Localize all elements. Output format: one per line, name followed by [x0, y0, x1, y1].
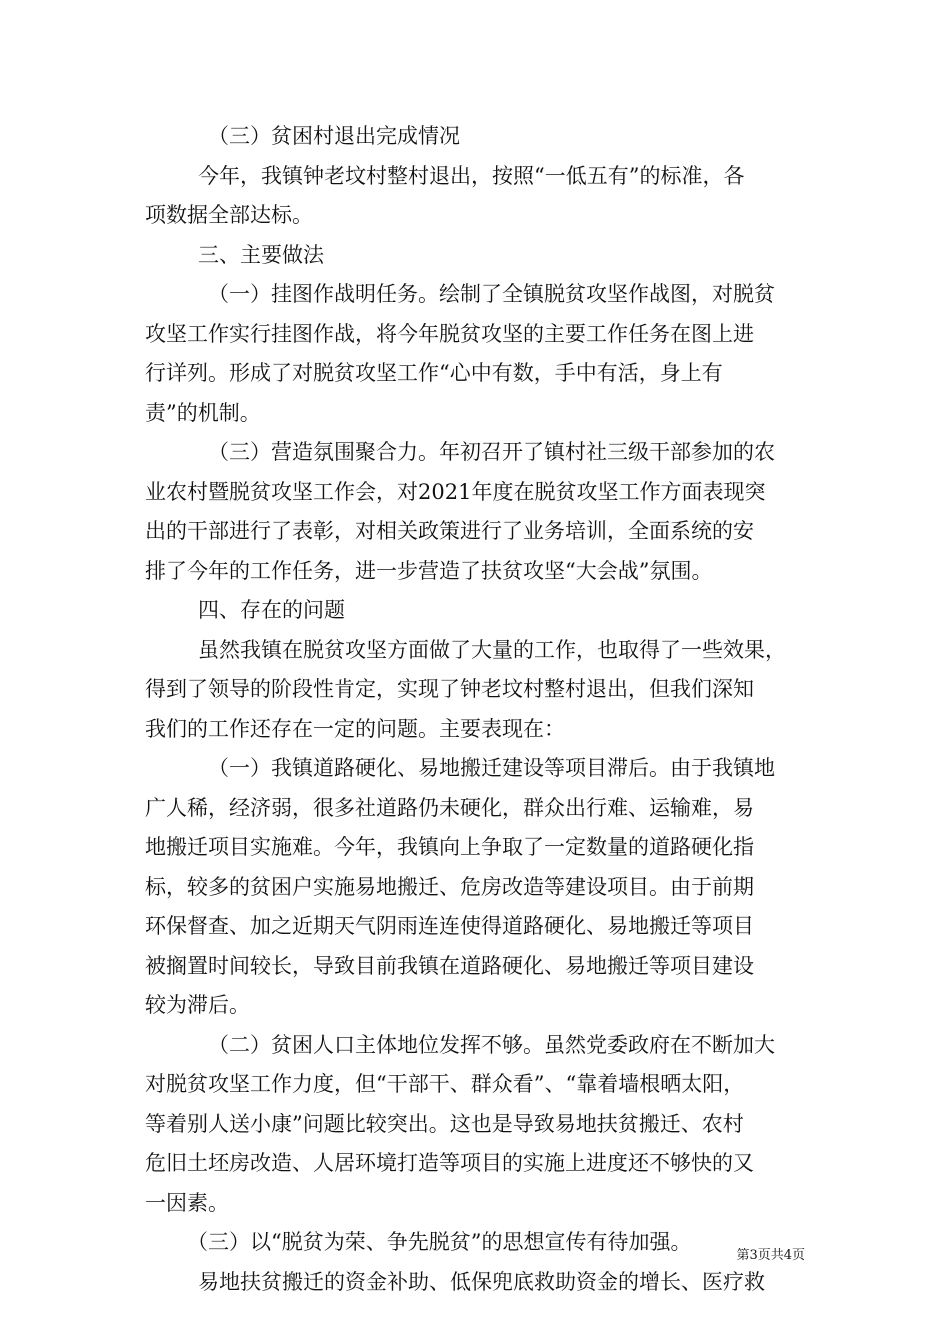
text-line: （一）我镇道路硬化、易地搬迁建设等项目滞后。由于我镇地 — [208, 756, 775, 780]
document-body — [145, 117, 805, 1302]
text-line: 今年，我镇钟老坟村整村退出，按照“一低五有”的标准，各 — [198, 163, 745, 188]
text-line: 标，较多的贫困户实施易地搬迁、危房改造等建设项目。由于前期 — [145, 874, 754, 899]
text-line: 业农村暨脱贫攻坚工作会，对2021年度在脱贫攻坚工作方面表现突 — [145, 479, 766, 504]
text-line: （三）以“脱贫为荣、争先脱贫”的思想宣传有待加强。 — [187, 1230, 692, 1254]
text-line: （三）营造氛围聚合力。年初召开了镇村社三级干部参加的农 — [208, 440, 775, 464]
text-line: 得到了领导的阶段性肯定，实现了钟老坟村整村退出，但我们深知 — [145, 677, 754, 701]
text-line: 四、存在的问题 — [198, 598, 345, 622]
text-line: 被搁置时间较长，导致目前我镇在道路硬化、易地搬迁等项目建设 — [145, 953, 754, 978]
text-line: 排了今年的工作任务，进一步营造了扶贫攻坚“大会战”氛围。 — [145, 558, 713, 583]
text-line: 对脱贫攻坚工作力度，但“干部干、群众看”、“靠着墙根晒太阳， — [145, 1072, 745, 1096]
page-number: 第3页共4页 — [736, 1248, 805, 1263]
text-line: 一因素。 — [145, 1190, 229, 1215]
text-line: （一）挂图作战明任务。绘制了全镇脱贫攻坚作战图，对脱贫 — [208, 282, 775, 306]
text-line: 三、主要做法 — [198, 242, 324, 267]
text-line: 地搬迁项目实施难。今年，我镇向上争取了一定数量的道路硬化指 — [145, 835, 754, 859]
text-line: 虽然我镇在脱贫攻坚方面做了大量的工作，也取得了一些效果， — [198, 637, 786, 662]
text-line: 较为滞后。 — [145, 993, 250, 1017]
text-line: 项数据全部达标。 — [145, 203, 313, 227]
text-line: 广人稀，经济弱，很多社道路仍未硬化，群众出行难、运输难，易 — [145, 795, 754, 820]
text-line: 我们的工作还存在一定的问题。主要表现在： — [145, 716, 565, 741]
text-line: 责”的机制。 — [145, 400, 261, 425]
text-line: 危旧土坯房改造、人居环境打造等项目的实施上进度还不够快的又 — [145, 1151, 754, 1175]
text-line: 易地扶贫搬迁的资金补助、低保兜底救助资金的增长、医疗救 — [198, 1269, 765, 1294]
text-line: （二）贫困人口主体地位发挥不够。虽然党委政府在不断加大 — [208, 1032, 775, 1057]
text-line: 出的干部进行了表彰，对相关政策进行了业务培训，全面系统的安 — [145, 519, 754, 543]
text-line: 攻坚工作实行挂图作战，将今年脱贫攻坚的主要工作任务在图上进 — [145, 321, 754, 346]
text-line: 环保督查、加之近期天气阴雨连连使得道路硬化、易地搬迁等项目 — [145, 914, 754, 938]
text-line: 行详列。形成了对脱贫攻坚工作“心中有数，手中有活，身上有 — [145, 361, 723, 385]
text-line: 等着别人送小康”问题比较突出。这也是导致易地扶贫搬迁、农村 — [145, 1111, 744, 1136]
text-line: （三）贫困村退出完成情况 — [208, 124, 460, 148]
